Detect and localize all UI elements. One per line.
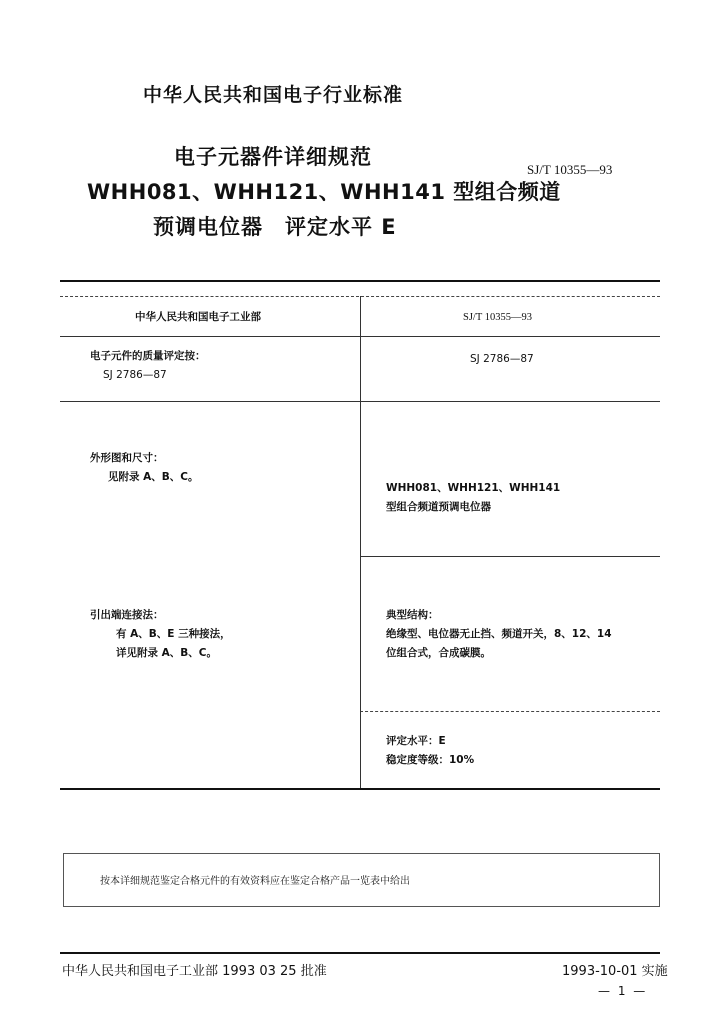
termination-line-2: 详见附录 A、B、C。 bbox=[116, 647, 217, 659]
spec-title-line-3: 预调电位器 评定水平 E bbox=[153, 215, 397, 239]
quality-assessment-label: 电子元件的质量评定按： bbox=[90, 350, 206, 362]
model-line-2: 型组合频道预调电位器 bbox=[386, 501, 491, 513]
qualified-products-notice: 按本详细规范鉴定合格元件的有效资料应在鉴定合格产品一览表中给出 bbox=[100, 876, 410, 887]
outline-dimensions-label: 外形图和尺寸： bbox=[90, 452, 164, 464]
page-number: — 1 — bbox=[598, 984, 648, 998]
termination-line-1: 有 A、B、E 三种接法， bbox=[116, 628, 231, 640]
qualified-products-notice-box bbox=[63, 853, 660, 907]
typical-structure-label: 典型结构： bbox=[386, 609, 439, 621]
structure-row-rule bbox=[360, 711, 660, 712]
spec-title-line-1: 电子元器件详细规范 bbox=[174, 145, 372, 169]
stability-class: 稳定度等级：10% bbox=[386, 754, 475, 766]
issuing-standard-title: 中华人民共和国电子行业标准 bbox=[143, 84, 404, 106]
effective-date: 1993-10-01 实施 bbox=[562, 964, 668, 979]
left-header-ministry: 中华人民共和国电子工业部 bbox=[135, 311, 261, 323]
footer-rule bbox=[60, 952, 660, 954]
right-header-standard-number: SJ/T 10355—93 bbox=[463, 312, 532, 323]
model-row-rule bbox=[360, 556, 660, 557]
approval-date: 中华人民共和国电子工业部 1993 03 25 批准 bbox=[62, 964, 327, 979]
table-column-divider bbox=[360, 296, 361, 788]
model-line-1: WHH081、WHH121、WHH141 bbox=[386, 482, 561, 494]
quality-assessment-ref-right: SJ 2786—87 bbox=[470, 353, 534, 365]
typical-structure-line-1: 绝缘型、电位器无止挡、频道开关，8、12、14 bbox=[386, 628, 612, 640]
table-top-rule bbox=[60, 280, 660, 282]
typical-structure-line-2: 位组合式，合成碳膜。 bbox=[386, 647, 491, 659]
spec-title-line-2: WHH081、WHH121、WHH141 型组合频道 bbox=[87, 180, 561, 204]
quality-assessment-ref: SJ 2786—87 bbox=[103, 369, 167, 381]
assessment-level: 评定水平：E bbox=[386, 735, 446, 747]
outline-dimensions-ref: 见附录 A、B、C。 bbox=[108, 471, 199, 483]
table-bottom-rule bbox=[60, 788, 660, 790]
standard-number: SJ/T 10355—93 bbox=[527, 162, 613, 177]
termination-label: 引出端连接法： bbox=[90, 609, 164, 621]
